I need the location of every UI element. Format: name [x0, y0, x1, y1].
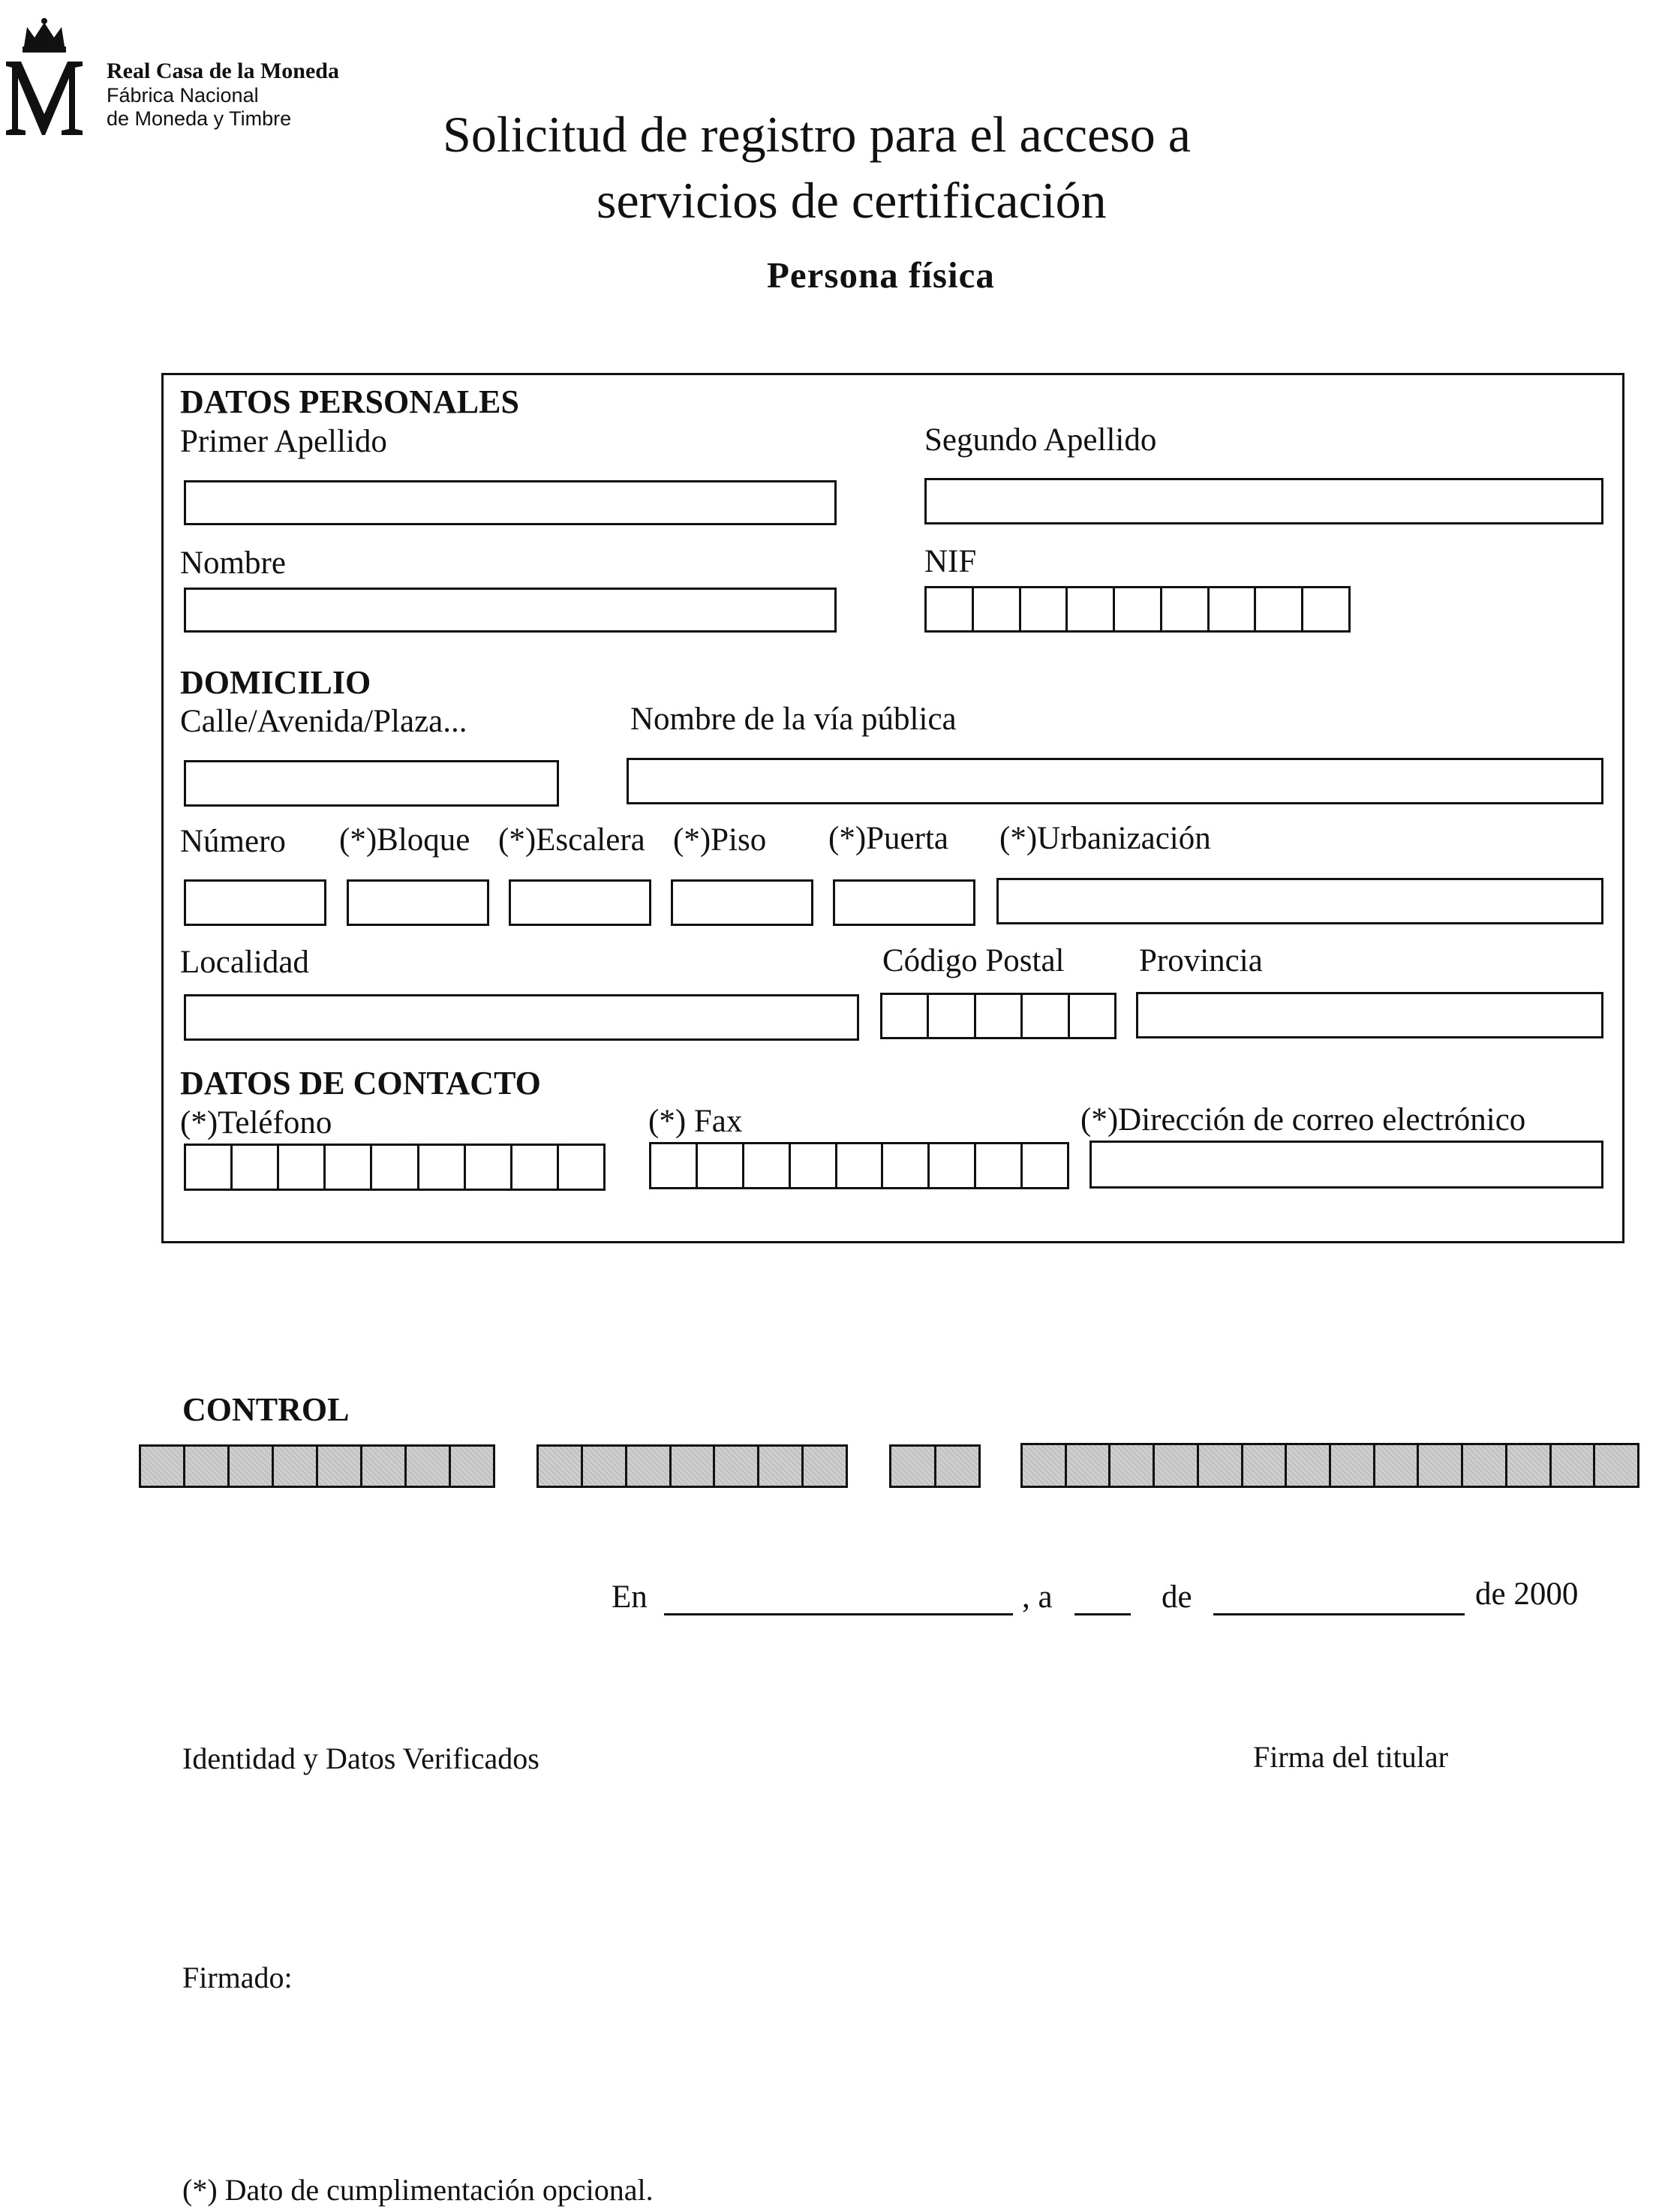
control-field-4 [1020, 1443, 1639, 1488]
primer-apellido-field[interactable] [184, 480, 837, 525]
piso-field[interactable] [671, 879, 813, 926]
label-escalera: (*)Escalera [498, 822, 645, 858]
nombre-field[interactable] [184, 588, 837, 633]
day-line[interactable] [1074, 1613, 1131, 1615]
provincia-field[interactable] [1136, 992, 1603, 1038]
form-title-line1: Solicitud de registro para el acceso a [443, 106, 1191, 163]
label-email: (*)Dirección de correo electrónico [1080, 1102, 1526, 1138]
label-piso: (*)Piso [673, 822, 767, 858]
control-field-1 [139, 1444, 495, 1488]
verified-label: Identidad y Datos Verificados [182, 1742, 539, 1775]
firma-titular-label: Firma del titular [1253, 1740, 1448, 1774]
email-field[interactable] [1089, 1141, 1603, 1189]
fax-field[interactable] [649, 1142, 1069, 1189]
date-a-label: , a [1022, 1579, 1053, 1615]
label-primer-apellido: Primer Apellido [180, 424, 387, 459]
form-title-line2: servicios de certificación [597, 172, 1107, 229]
bloque-field[interactable] [347, 879, 489, 926]
label-fax: (*) Fax [648, 1104, 743, 1139]
section-datos-contacto: DATOS DE CONTACTO [180, 1065, 541, 1101]
org-subname-2: de Moneda y Timbre [107, 107, 292, 130]
section-control: CONTROL [182, 1391, 350, 1428]
label-provincia: Provincia [1139, 943, 1263, 978]
puerta-field[interactable] [833, 879, 975, 926]
label-calle: Calle/Avenida/Plaza... [180, 704, 467, 739]
label-telefono: (*)Teléfono [180, 1105, 332, 1141]
telefono-field[interactable] [184, 1144, 606, 1191]
footnote: (*) Dato de cumplimentación opcional. [182, 2173, 654, 2207]
label-puerta: (*)Puerta [828, 821, 948, 856]
nif-field[interactable] [924, 586, 1351, 633]
control-field-3 [889, 1444, 981, 1488]
firmado-label: Firmado: [182, 1961, 293, 1994]
label-numero: Número [180, 824, 286, 859]
control-field-2 [536, 1444, 848, 1488]
localidad-field[interactable] [184, 994, 859, 1041]
label-nombre-via: Nombre de la vía pública [630, 702, 957, 737]
date-de-label: de [1162, 1579, 1192, 1615]
org-subname-1: Fábrica Nacional [107, 84, 259, 107]
fnmt-logo [3, 17, 86, 137]
section-datos-personales: DATOS PERSONALES [180, 383, 519, 420]
segundo-apellido-field[interactable] [924, 478, 1603, 524]
date-en-label: En [612, 1579, 648, 1615]
form-subtitle: Persona física [767, 254, 995, 296]
label-localidad: Localidad [180, 945, 309, 980]
numero-field[interactable] [184, 879, 326, 926]
place-line[interactable] [664, 1613, 1013, 1615]
org-name: Real Casa de la Moneda [107, 59, 339, 83]
urbanizacion-field[interactable] [996, 878, 1603, 924]
calle-field[interactable] [184, 760, 559, 807]
label-bloque: (*)Bloque [339, 822, 470, 858]
label-urbanizacion: (*)Urbanización [999, 821, 1211, 856]
label-nombre: Nombre [180, 545, 286, 581]
nombre-via-field[interactable] [627, 758, 1603, 804]
codigo-postal-field[interactable] [880, 993, 1116, 1039]
crown-icon [3, 17, 86, 137]
month-line[interactable] [1213, 1613, 1465, 1615]
label-codigo-postal: Código Postal [882, 943, 1065, 978]
label-nif: NIF [924, 544, 977, 579]
escalera-field[interactable] [509, 879, 651, 926]
section-domicilio: DOMICILIO [180, 664, 371, 701]
label-segundo-apellido: Segundo Apellido [924, 422, 1157, 458]
date-year-label: de 2000 [1475, 1576, 1579, 1612]
